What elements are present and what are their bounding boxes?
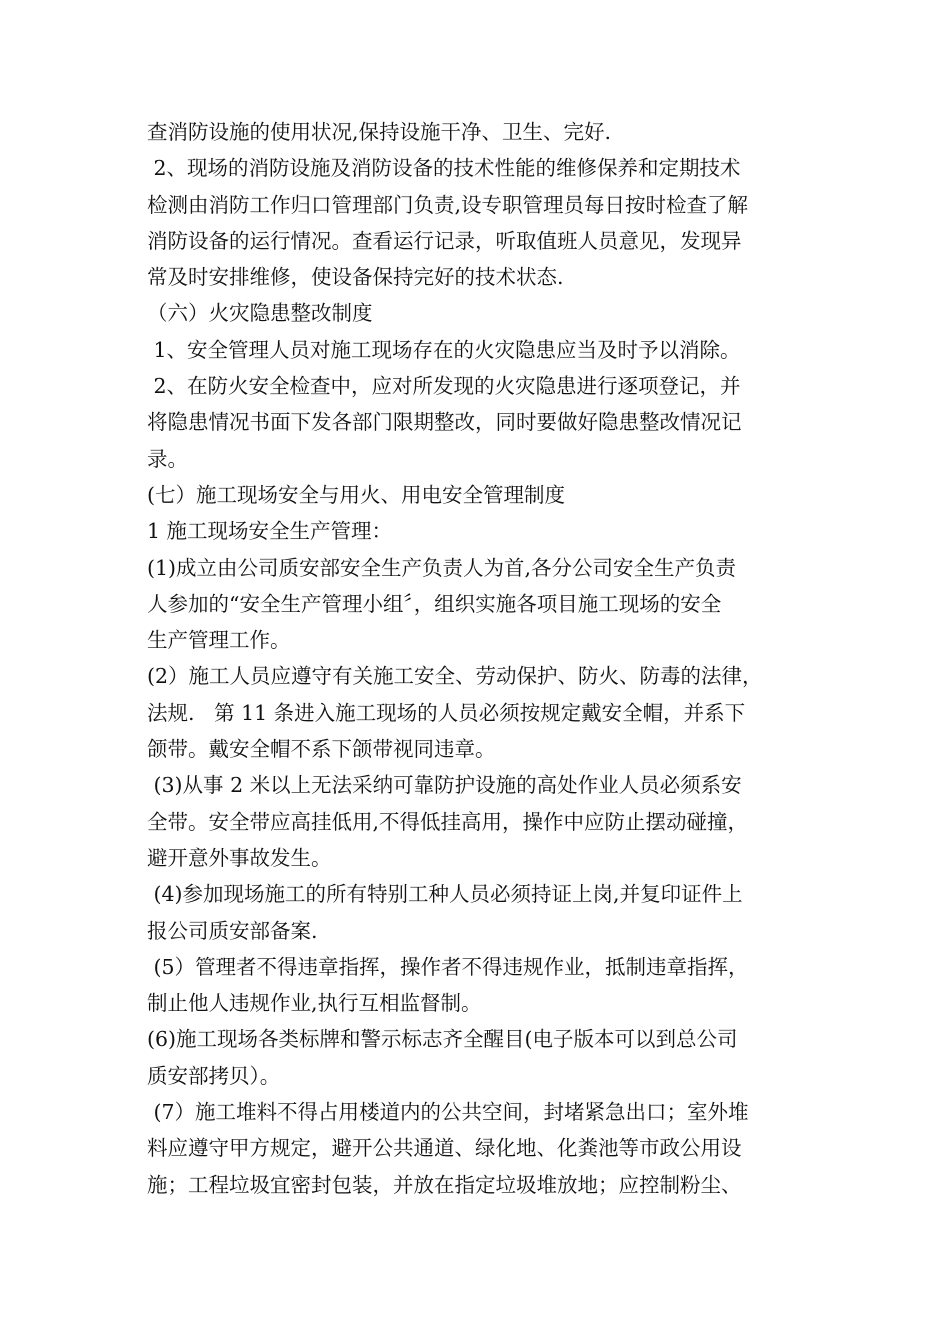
- text-line: 消防设备的运行情况。查看运行记录，听取值班人员意见，发现异: [147, 228, 742, 253]
- text-line: 将隐患情况书面下发各部门限期整改，同时要做好隐患整改情况记: [147, 410, 742, 435]
- text-line: 全带。安全带应高挂低用,不得低挂高用，操作中应防止摆动碰撞，: [147, 809, 749, 834]
- text-line: 质安部拷贝）。: [147, 1063, 281, 1088]
- text-line: (2）施工人员应遵守有关施工安全、劳动保护、防火、防毒的法律，: [147, 664, 763, 689]
- text-line: 1、安全管理人员对施工现场存在的火灾隐患应当及时予以消除。: [147, 337, 741, 362]
- text-line: 法规. 第 11 条进入施工现场的人员必须按规定戴安全帽，并系下: [147, 700, 746, 725]
- text-line: 2、在防火安全检查中，应对所发现的火灾隐患进行逐项登记，并: [147, 374, 741, 399]
- text-line: (6)施工现场各类标牌和警示标志齐全醒目(电子版本可以到总公司: [147, 1027, 738, 1052]
- text-line: (5）管理者不得违章指挥，操作者不得违规作业，抵制违章指挥，: [147, 954, 749, 979]
- text-line: (1)成立由公司质安部安全生产负责人为首,各分公司安全生产负责: [147, 555, 737, 580]
- text-line: 报公司质安部备案.: [147, 918, 318, 943]
- text-line: 人参加的“安全生产管理小组〞，组织实施各项目施工现场的安全: [147, 591, 722, 616]
- document-body: [147, 114, 817, 1203]
- text-line: 常及时安排维修，使设备保持完好的技术状态.: [147, 265, 564, 290]
- text-line: 颌带。戴安全帽不系下颌带视同违章。: [147, 737, 496, 762]
- text-line: 制止他人违规作业,执行互相监督制。: [147, 991, 482, 1016]
- subsection-heading: 1 施工现场安全生产管理：: [147, 519, 393, 544]
- text-line: 查消防设施的使用状况,保持设施干净、卫生、完好.: [147, 120, 612, 144]
- text-line: (3)从事 2 米以上无法采纳可靠防护设施的高处作业人员必须系安: [147, 773, 742, 798]
- text-line: 检测由消防工作归口管理部门负责,设专职管理员每日按时检查了解: [147, 192, 749, 217]
- section-heading: （六）火灾隐患整改制度: [147, 301, 373, 326]
- text-line: 录。: [147, 446, 188, 471]
- text-line: 料应遵守甲方规定，避开公共通道、绿化地、化粪池等市政公用设: [147, 1136, 742, 1161]
- text-line: 生产管理工作。: [147, 628, 291, 653]
- text-line: 2、现场的消防设施及消防设备的技术性能的维修保养和定期技术: [147, 156, 741, 181]
- text-line: 避开意外事故发生。: [147, 845, 332, 870]
- text-line: 施；工程垃圾宜密封包装，并放在指定垃圾堆放地；应控制粉尘、: [147, 1172, 742, 1197]
- text-line: (7）施工堆料不得占用楼道内的公共空间，封堵紧急出口；室外堆: [147, 1100, 749, 1125]
- section-heading: (七）施工现场安全与用火、用电安全管理制度: [147, 482, 565, 507]
- text-line: (4)参加现场施工的所有特别工种人员必须持证上岗,并复印证件上: [147, 882, 743, 907]
